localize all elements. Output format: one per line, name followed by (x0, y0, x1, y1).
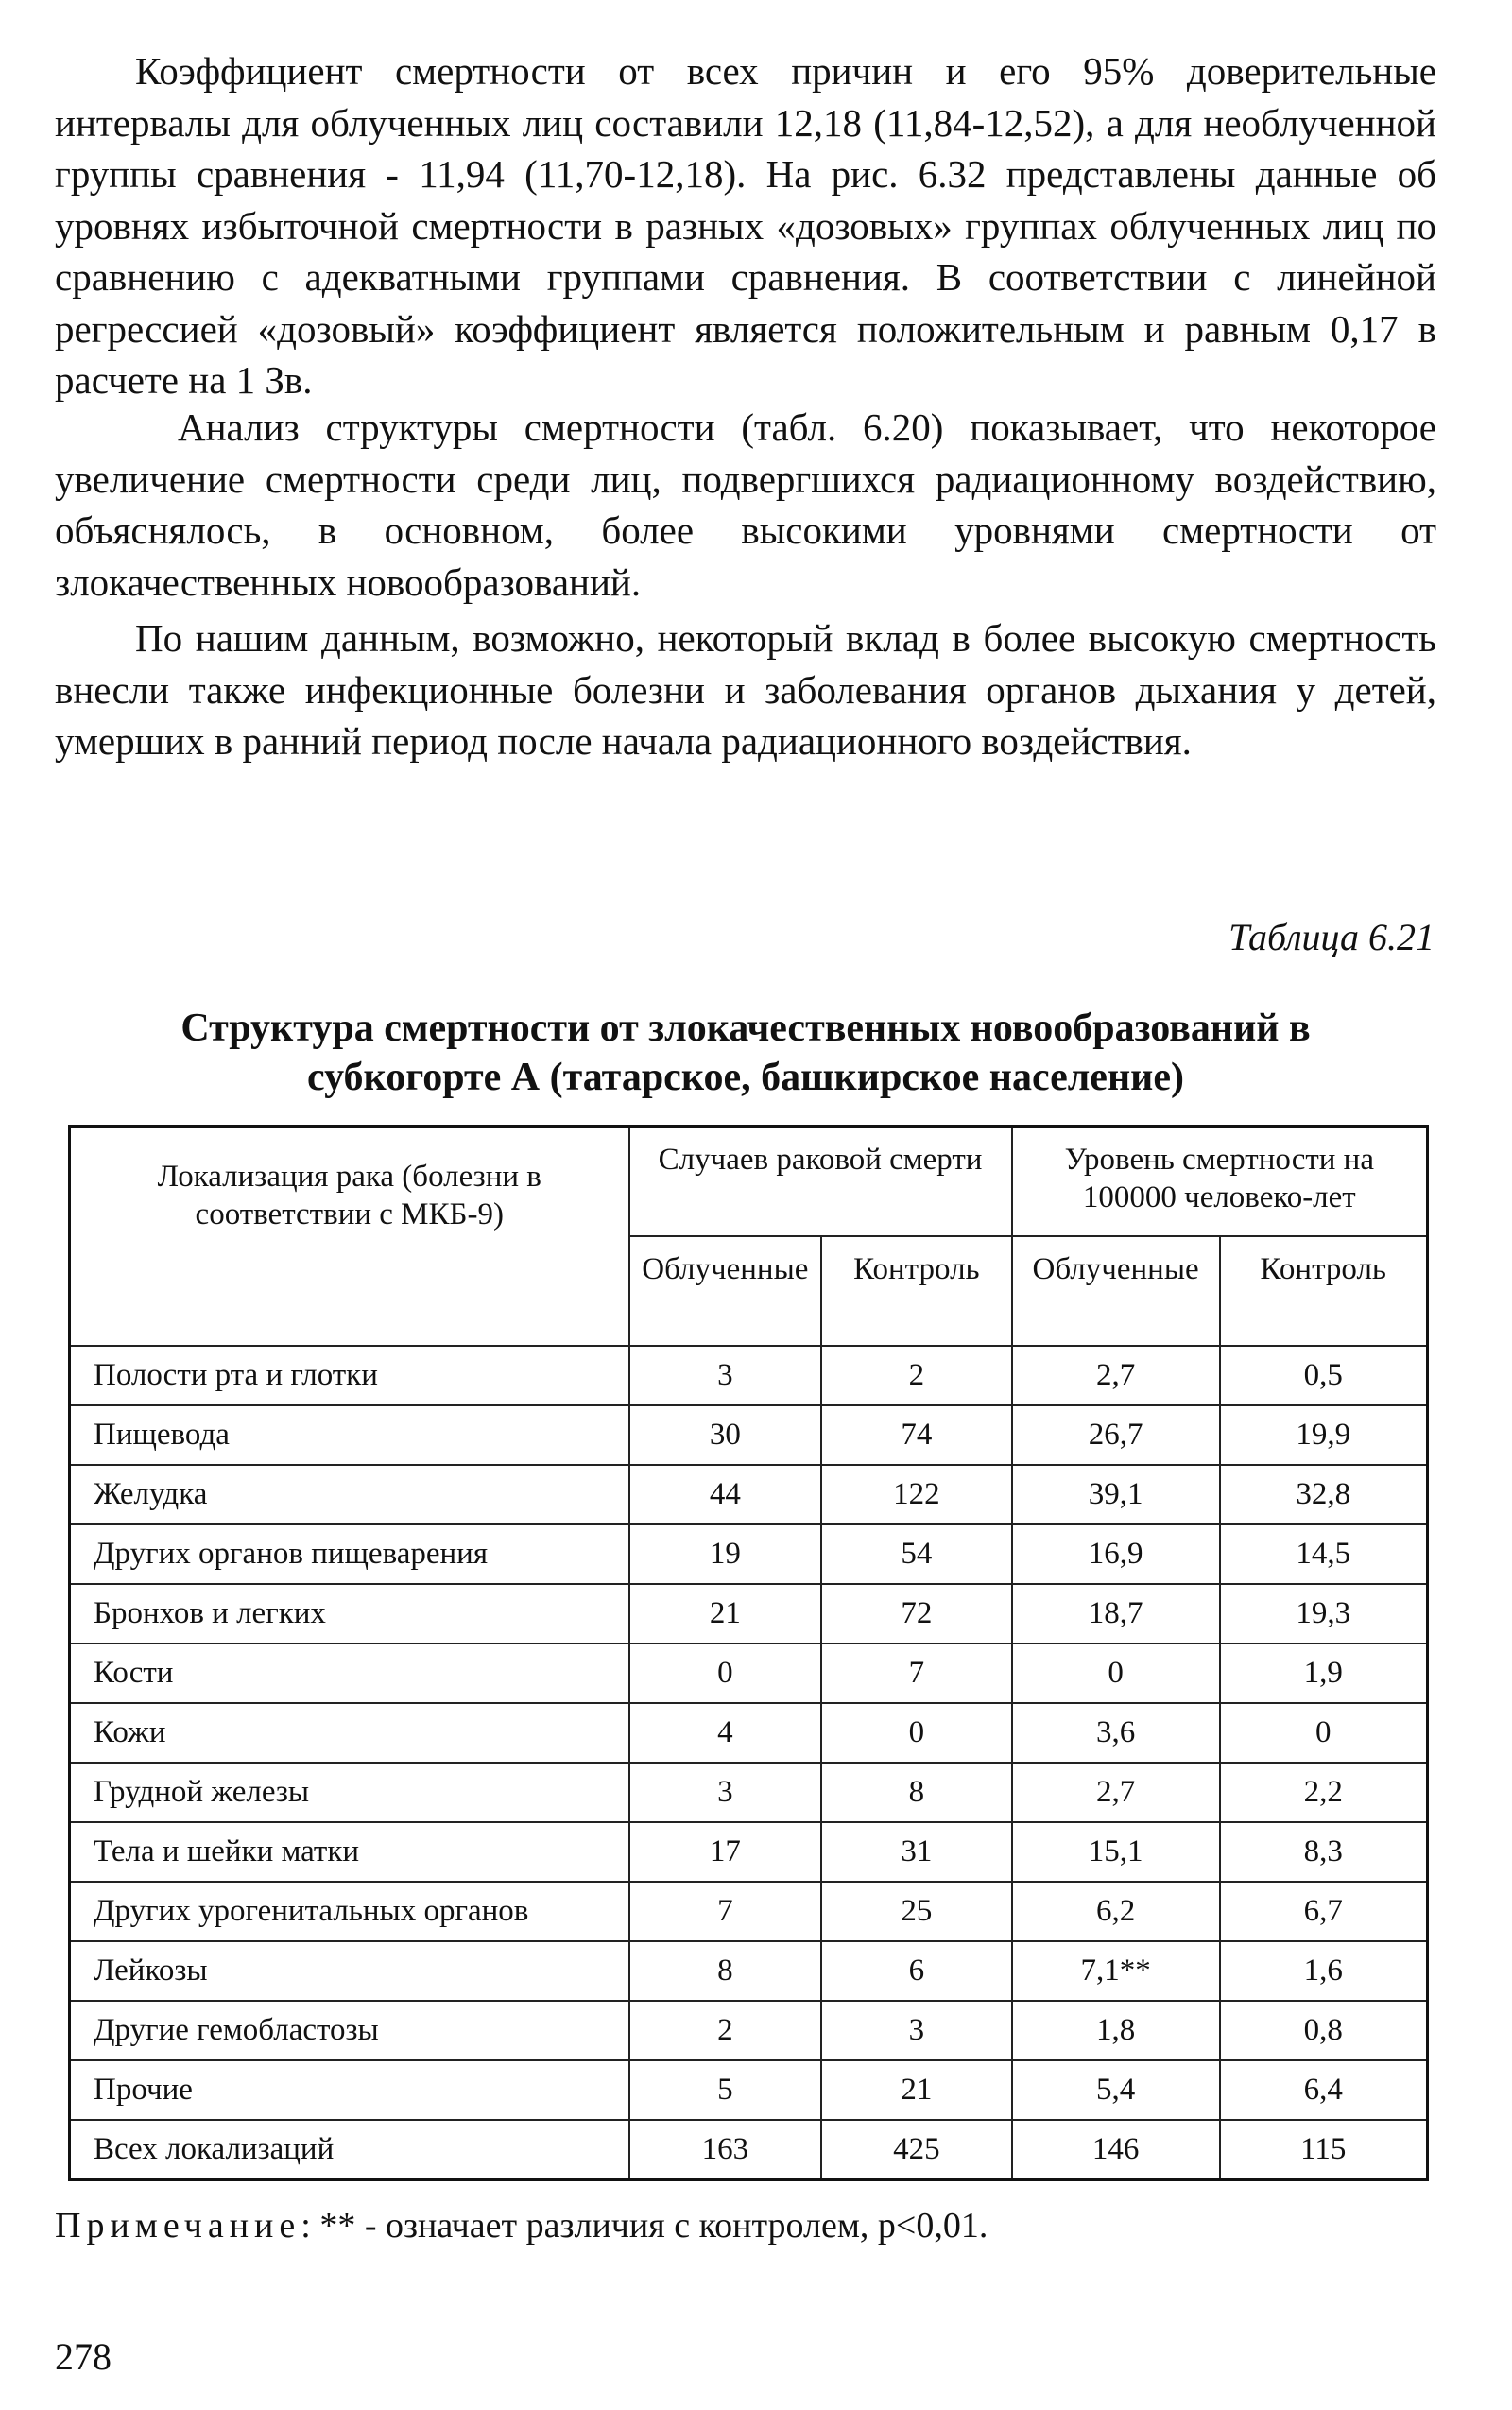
cell-cases-exposed: 17 (629, 1822, 822, 1882)
cell-cases-control: 21 (821, 2060, 1011, 2120)
cell-rate-exposed: 15,1 (1012, 1822, 1220, 1882)
table-row (70, 1346, 1428, 1405)
header-rate-exposed: Облученные (1012, 1236, 1220, 1346)
cell-cases-exposed: 21 (629, 1584, 822, 1644)
cell-cases-exposed: 0 (629, 1644, 822, 1703)
cell-cases-control: 7 (821, 1644, 1011, 1703)
header-rate-control: Контроль (1220, 1236, 1428, 1346)
cell-cases-control: 0 (821, 1703, 1011, 1763)
paragraph-2 (55, 402, 1436, 608)
table-row (70, 2001, 1428, 2060)
cell-localization: Других органов пищеварения (70, 1524, 629, 1584)
cell-rate-exposed: 7,1** (1012, 1941, 1220, 2001)
header-rate: Уровень смертности на 100000 человеко-лет (1012, 1127, 1428, 1237)
table-row (70, 1763, 1428, 1822)
cell-cases-exposed: 19 (629, 1524, 822, 1584)
cell-cases-control: 72 (821, 1584, 1011, 1644)
note-text: : ** - означает различия с контролем, р<0,01. (301, 2206, 988, 2246)
cell-cases-control: 2 (821, 1346, 1011, 1405)
header-cases-exposed: Облученные (629, 1236, 822, 1346)
cell-cases-control: 31 (821, 1822, 1011, 1882)
cell-rate-exposed: 146 (1012, 2120, 1220, 2180)
cell-rate-control: 0,8 (1220, 2001, 1428, 2060)
cell-rate-control: 19,9 (1220, 1405, 1428, 1465)
table-row (70, 1882, 1428, 1941)
cell-localization: Пищевода (70, 1405, 629, 1465)
table-row (70, 1465, 1428, 1524)
cell-rate-exposed: 6,2 (1012, 1882, 1220, 1941)
cell-rate-control: 8,3 (1220, 1822, 1428, 1882)
cell-cases-control: 425 (821, 2120, 1011, 2180)
cell-rate-control: 19,3 (1220, 1584, 1428, 1644)
table-row (70, 1941, 1428, 2001)
paragraph-text: По нашим данным, возможно, некоторый вклад в более высокую смертность внесли также инфекционные болезни и заболевания органов дыхания у детей, умерших в ранний период после начала радиационного воздействия. (55, 616, 1436, 763)
cell-cases-exposed: 163 (629, 2120, 822, 2180)
cell-rate-control: 0 (1220, 1703, 1428, 1763)
cell-cases-exposed: 8 (629, 1941, 822, 2001)
note-label: Примечание (55, 2206, 301, 2246)
cell-cases-exposed: 7 (629, 1882, 822, 1941)
cell-cases-control: 8 (821, 1763, 1011, 1822)
cell-rate-exposed: 26,7 (1012, 1405, 1220, 1465)
cell-localization: Грудной железы (70, 1763, 629, 1822)
cell-cases-exposed: 3 (629, 1763, 822, 1822)
cell-localization: Кости (70, 1644, 629, 1703)
table-label: Таблица 6.21 (1228, 916, 1435, 958)
table-body (70, 1346, 1428, 2180)
table-row (70, 2060, 1428, 2120)
paragraph-3 (55, 612, 1436, 767)
header-cases: Случаев раковой смерти (629, 1127, 1012, 1237)
cell-rate-control: 1,6 (1220, 1941, 1428, 2001)
cell-rate-control: 6,7 (1220, 1882, 1428, 1941)
header-localization: Локализация рака (болезни в соответствии с МКБ-9) (70, 1127, 629, 1347)
cell-rate-control: 0,5 (1220, 1346, 1428, 1405)
cell-rate-control: 1,9 (1220, 1644, 1428, 1703)
cell-rate-exposed: 2,7 (1012, 1346, 1220, 1405)
cell-cases-exposed: 3 (629, 1346, 822, 1405)
cell-localization: Прочие (70, 2060, 629, 2120)
cell-cases-exposed: 2 (629, 2001, 822, 2060)
cell-cases-control: 3 (821, 2001, 1011, 2060)
paragraph-text: Анализ структуры смертности (табл. 6.20) показывает, что некоторое увеличение смертности среди лиц, подвергшихся радиационному воздействию, объяснялось, в основном, более высокими уровнями смертности от злокачественных новообразований. (55, 405, 1436, 604)
cell-localization: Всех локализаций (70, 2120, 629, 2180)
cell-rate-control: 32,8 (1220, 1465, 1428, 1524)
cell-cases-control: 6 (821, 1941, 1011, 2001)
cell-cases-control: 122 (821, 1465, 1011, 1524)
cell-rate-exposed: 5,4 (1012, 2060, 1220, 2120)
table-title (55, 1004, 1436, 1102)
cell-rate-exposed: 2,7 (1012, 1763, 1220, 1822)
table-title-line-1: Структура смертности от злокачественных новообразований в (180, 1007, 1311, 1050)
cell-localization: Бронхов и легких (70, 1584, 629, 1644)
cell-cases-exposed: 4 (629, 1703, 822, 1763)
header-cases-control: Контроль (821, 1236, 1011, 1346)
cell-rate-exposed: 39,1 (1012, 1465, 1220, 1524)
cell-localization: Других урогенитальных органов (70, 1882, 629, 1941)
cell-cases-exposed: 5 (629, 2060, 822, 2120)
cell-cases-exposed: 30 (629, 1405, 822, 1465)
table-title-line-2: субкогорте А (татарское, башкирское население) (307, 1056, 1184, 1099)
cell-rate-control: 2,2 (1220, 1763, 1428, 1822)
paragraph-text: Коэффициент смертности от всех причин и его 95% доверительные интервалы для облученных лиц составили 12,18 (11,84-12,52), а для необлученной группы сравнения - 11,94 (11,70-12,18). На рис. 6.32 представлены данные об уровнях избыточной смертности в разных «дозовых» группах облученных лиц по сравнению с адекватными группами сравнения. В соответствии с линейной регрессией «дозовый» коэффициент является положительным и равным 0,17 в расчете на 1 Зв. (55, 49, 1436, 402)
mortality-structure-table (68, 1125, 1429, 2181)
cell-rate-exposed: 18,7 (1012, 1584, 1220, 1644)
table-row (70, 1584, 1428, 1644)
cell-cases-exposed: 44 (629, 1465, 822, 1524)
cell-localization: Кожи (70, 1703, 629, 1763)
cell-rate-exposed: 0 (1012, 1644, 1220, 1703)
cell-rate-exposed: 3,6 (1012, 1703, 1220, 1763)
cell-rate-control: 14,5 (1220, 1524, 1428, 1584)
page-number: 278 (55, 2335, 112, 2378)
table-row (70, 1644, 1428, 1703)
paragraph-1 (55, 45, 1436, 406)
cell-localization: Лейкозы (70, 1941, 629, 2001)
cell-localization: Полости рта и глотки (70, 1346, 629, 1405)
cell-rate-exposed: 16,9 (1012, 1524, 1220, 1584)
cell-cases-control: 74 (821, 1405, 1011, 1465)
table-row (70, 1822, 1428, 1882)
table-row (70, 1703, 1428, 1763)
cell-localization: Другие гемобластозы (70, 2001, 629, 2060)
cell-localization: Желудка (70, 1465, 629, 1524)
table-note (55, 2205, 988, 2246)
cell-cases-control: 25 (821, 1882, 1011, 1941)
cell-rate-control: 115 (1220, 2120, 1428, 2180)
cell-rate-exposed: 1,8 (1012, 2001, 1220, 2060)
cell-cases-control: 54 (821, 1524, 1011, 1584)
table-row (70, 1405, 1428, 1465)
table-row (70, 1524, 1428, 1584)
cell-rate-control: 6,4 (1220, 2060, 1428, 2120)
table-row (70, 2120, 1428, 2180)
cell-localization: Тела и шейки матки (70, 1822, 629, 1882)
